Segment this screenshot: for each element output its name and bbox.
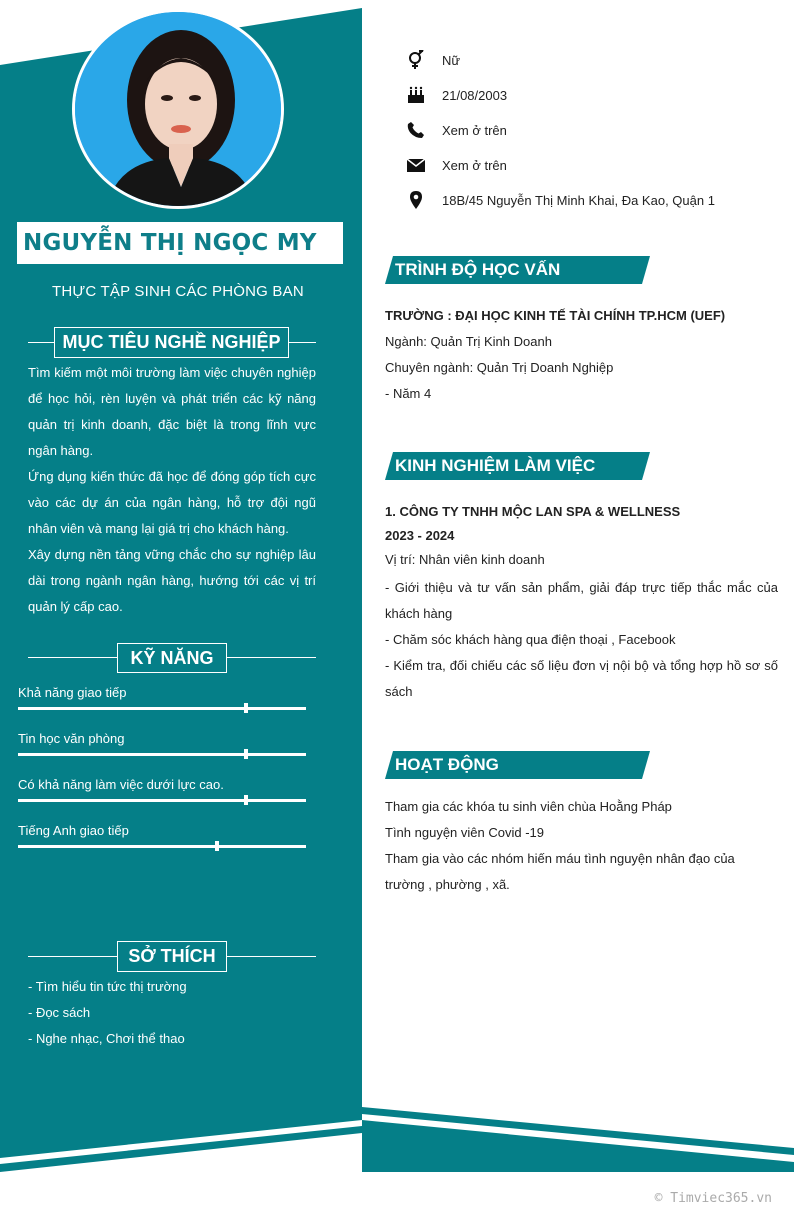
school-name: TRƯỜNG : ĐẠI HỌC KINH TẾ TÀI CHÍNH TP.HCM (UEF) (385, 308, 726, 323)
duty-item: - Kiểm tra, đối chiếu các số liệu đơn vị nội bộ và tổng hợp hồ sơ số sách (385, 658, 778, 699)
contact-email (400, 153, 507, 177)
skill-bar (18, 753, 306, 756)
skill-bar (18, 799, 306, 802)
activity-item: Tham gia các khóa tu sinh viên chùa Hoằng Pháp (385, 799, 672, 814)
major: Ngành: Quản Trị Kinh Doanh (385, 334, 552, 349)
hobby-item: - Nghe nhạc, Chơi thể thao (28, 1031, 185, 1046)
activities-content (385, 794, 778, 898)
objective-paragraph: Tìm kiếm một môi trường làm việc chuyên nghiệp để học hỏi, rèn luyện và phát triển các kỹ năng quản trị kinh doanh, đặc biệt là trong lĩnh vực ngân hàng. (28, 365, 316, 458)
work-period: 2023 - 2024 (385, 528, 455, 543)
hobbies-heading: SỞ THÍCH (117, 941, 227, 972)
activities-banner (385, 751, 650, 779)
profile-photo (72, 9, 284, 209)
duty-item: - Giới thiệu và tư vấn sản phẩm, giải đáp trực tiếp thắc mắc của khách hàng (385, 580, 778, 621)
experience-heading: KINH NGHIỆM LÀM VIỆC (395, 456, 596, 475)
experience-content (385, 500, 778, 572)
skill-level-marker (215, 841, 219, 851)
gender-icon (400, 50, 432, 70)
specialization: Chuyên ngành: Quản Trị Doanh Nghiệp (385, 360, 614, 375)
envelope-icon (400, 157, 432, 173)
activity-item: Tình nguyện viên Covid -19 (385, 825, 544, 840)
full-name: NGUYỄN THỊ NGỌC MY (23, 230, 317, 256)
duty-item: - Chăm sóc khách hàng qua điện thoại , Facebook (385, 632, 676, 647)
objective-heading: MỤC TIÊU NGHỀ NGHIỆP (54, 327, 289, 358)
skills-heading: KỸ NĂNG (117, 643, 227, 673)
contact-text: 18B/45 Nguyễn Thị Minh Khai, Đa Kao, Quận 1 (442, 192, 715, 208)
skill-level-marker (244, 749, 248, 759)
contact-text: 21/08/2003 (442, 87, 508, 103)
name-box (17, 222, 343, 264)
education-heading: TRÌNH ĐỘ HỌC VẤN (395, 260, 561, 279)
contact-address (400, 188, 715, 212)
objective-paragraph: Ứng dụng kiến thức đã học để đóng góp tích cực vào các dự án của ngân hàng, hỗ trợ đội ngũ nhân viên và mang lại giá trị cho khách hàng. (28, 469, 316, 536)
contact-gender (400, 48, 460, 72)
study-year: - Năm 4 (385, 386, 432, 401)
experience-banner (385, 452, 650, 480)
skill-level-marker (244, 795, 248, 805)
objective-text (28, 360, 316, 620)
footer-copyright: © Timviec365.vn (654, 1191, 772, 1206)
contact-phone (400, 118, 507, 142)
skill-bar (18, 845, 306, 848)
education-banner (385, 256, 650, 284)
skill-label: Tiếng Anh giao tiếp (18, 823, 129, 838)
position: Vị trí: Nhân viên kinh doanh (385, 552, 545, 567)
skill-bar (18, 707, 306, 710)
location-pin-icon (400, 190, 432, 210)
activity-item: Tham gia vào các nhóm hiến máu tình nguyện nhân đạo của trường , phường , xã. (385, 851, 735, 892)
contact-text: Nữ (442, 52, 461, 68)
activities-heading: HOẠT ĐỘNG (395, 755, 499, 774)
skill-level-marker (244, 703, 248, 713)
skill-label: Tin học văn phòng (18, 731, 125, 746)
contact-text: Xem ở trên (442, 157, 507, 173)
skill-label: Khả năng giao tiếp (18, 685, 127, 700)
contact-birthday (400, 83, 507, 107)
phone-icon (400, 121, 432, 139)
education-content (385, 303, 778, 407)
hobby-item: - Đọc sách (28, 1005, 91, 1020)
hobby-item: - Tìm hiểu tin tức thị trường (28, 979, 187, 994)
company-name: 1. CÔNG TY TNHH MỘC LAN SPA & WELLNESS (385, 504, 681, 519)
experience-duties (385, 575, 778, 705)
skill-label: Có khả năng làm việc dưới lực cao. (18, 777, 224, 792)
birthday-cake-icon (400, 85, 432, 105)
contact-text: Xem ở trên (442, 122, 507, 138)
objective-paragraph: Xây dựng nền tảng vững chắc cho sự nghiệp lâu dài trong ngành ngân hàng, hướng tới các vị trí quản lý cấp cao. (28, 547, 316, 614)
job-title: THỰC TẬP SINH CÁC PHÒNG BAN (52, 283, 304, 300)
